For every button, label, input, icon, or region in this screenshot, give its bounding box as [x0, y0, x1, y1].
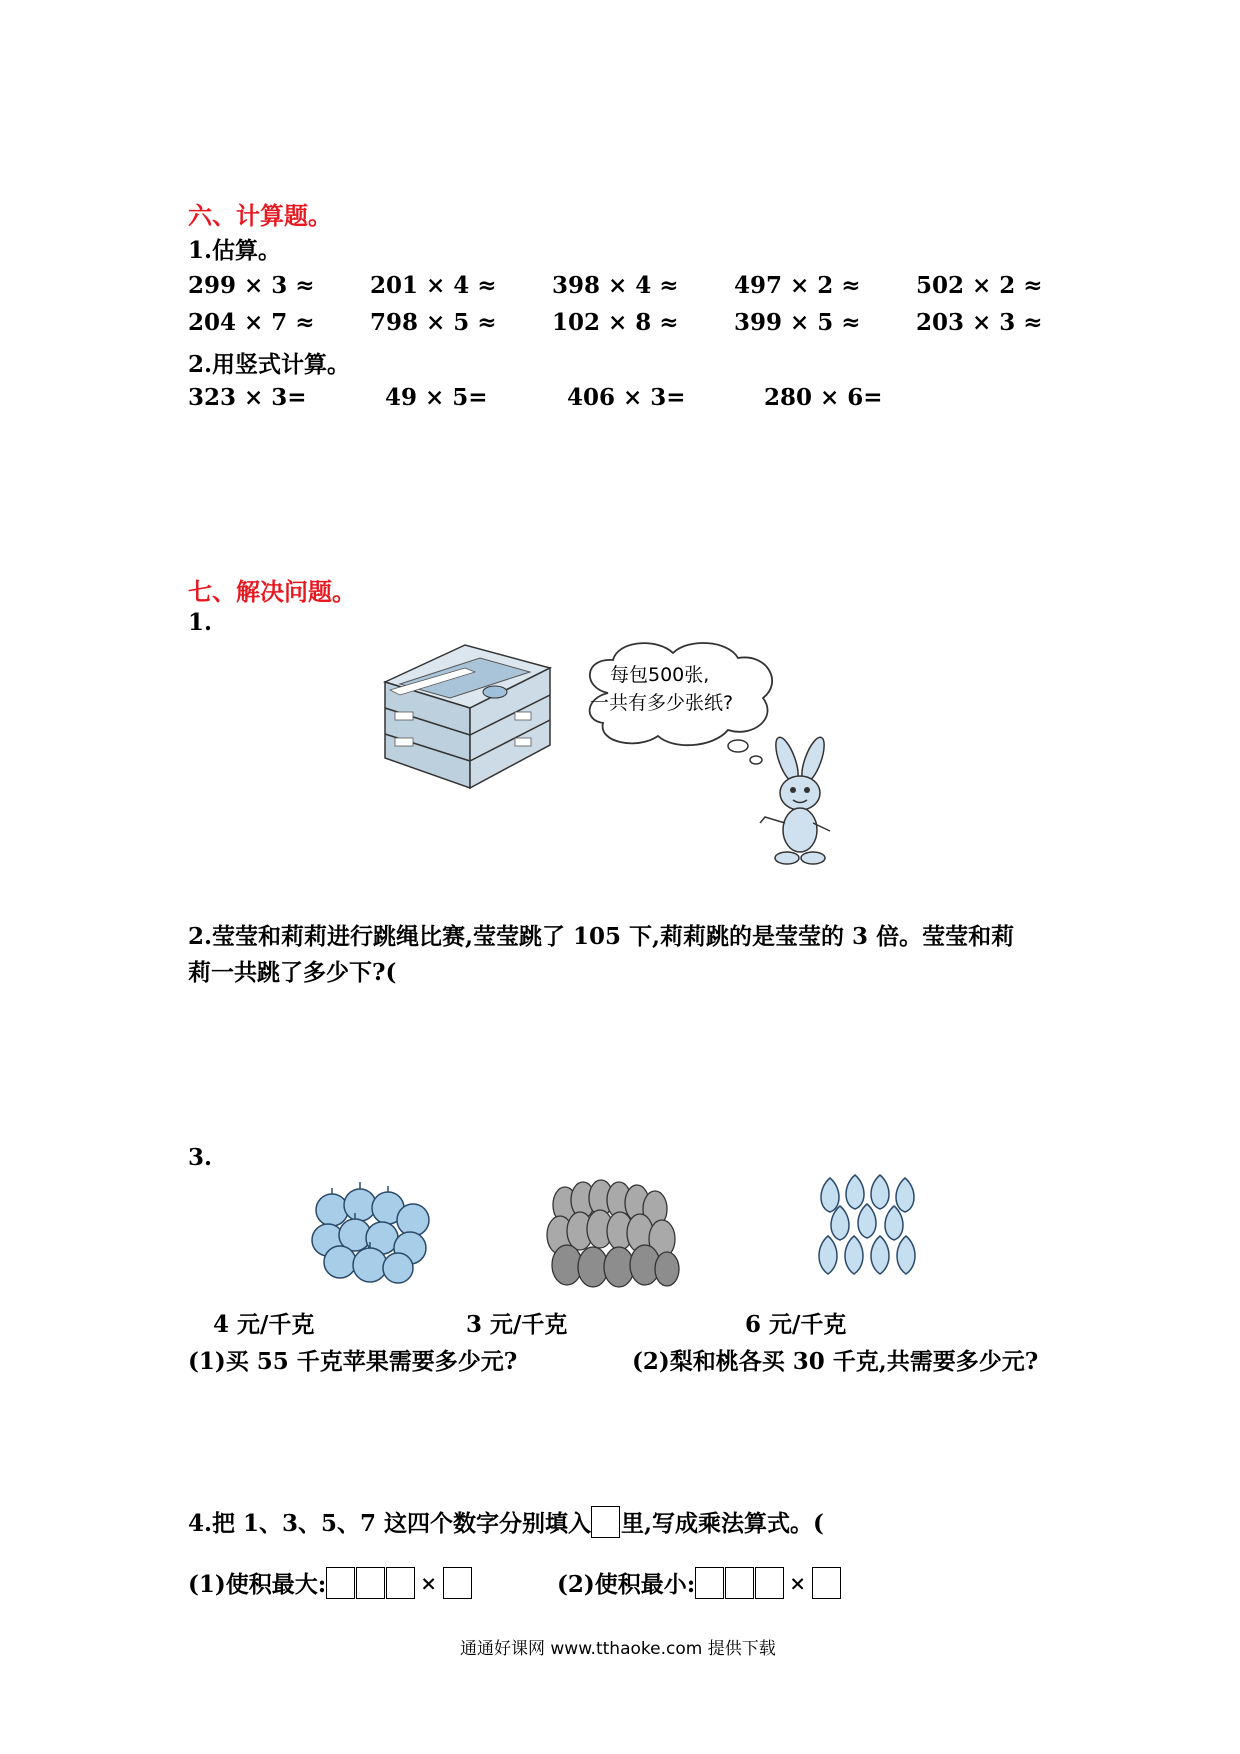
problem-4-text-after: 里,写成乘法算式。( [621, 1510, 824, 1537]
times-sign: × [420, 1570, 438, 1595]
problem-3-question-2: (2)梨和桃各买 30 千克,共需要多少元? [632, 1348, 1039, 1375]
bubble-text-line2: 一共有多少张纸? [590, 692, 734, 714]
calc-item: 406 × 3= [567, 384, 686, 411]
estimate-item: 201 × 4 ≈ [370, 272, 497, 299]
estimate-item: 299 × 3 ≈ [188, 272, 315, 299]
paper-stack-illustration [380, 640, 555, 790]
problem-2-line1: 2.莹莹和莉莉进行跳绳比赛,莹莹跳了 105 下,莉莉跳的是莹莹的 3 倍。莹莹和莉 [188, 923, 1015, 950]
section-6-title: 六、计算题。 [188, 201, 332, 230]
problem-4-question-1 [188, 1566, 473, 1599]
pear-price: 3 元/千克 [466, 1311, 568, 1338]
problem-3-question-1: (1)买 55 千克苹果需要多少元? [188, 1348, 518, 1375]
apple-price: 4 元/千克 [213, 1311, 315, 1338]
footer-credit: 通通好课网 www.tthaoke.com 提供下载 [460, 1639, 776, 1659]
estimate-label: 1.估算。 [188, 237, 282, 264]
section-7-title: 七、解决问题。 [188, 577, 356, 606]
problem-4-question-2 [557, 1566, 842, 1599]
answer-box [591, 1506, 620, 1538]
apples-illustration [310, 1180, 435, 1285]
calc-item: 49 × 5= [385, 384, 488, 411]
estimate-item: 399 × 5 ≈ [734, 309, 861, 336]
answer-box[interactable] [443, 1567, 472, 1599]
rabbit-illustration [745, 735, 865, 870]
estimate-item: 204 × 7 ≈ [188, 309, 315, 336]
answer-box[interactable] [326, 1567, 355, 1599]
problem-3-label: 3. [188, 1144, 213, 1171]
estimate-row-1 [188, 272, 1066, 299]
max-product-label: (1)使积最大: [188, 1571, 327, 1598]
peach-price: 6 元/千克 [745, 1311, 847, 1338]
estimate-item: 502 × 2 ≈ [916, 272, 1043, 299]
times-sign: × [789, 1570, 807, 1595]
answer-box[interactable] [755, 1567, 784, 1599]
answer-box[interactable] [725, 1567, 754, 1599]
problem-1-label: 1. [188, 609, 213, 636]
problem-2-line2: 莉一共跳了多少下?( [188, 959, 397, 986]
vertical-calc-row [188, 384, 914, 411]
estimate-item: 203 × 3 ≈ [916, 309, 1043, 336]
pears-illustration [545, 1165, 680, 1290]
problem-4-text-before: 4.把 1、3、5、7 这四个数字分别填入 [188, 1510, 592, 1537]
problem-4-text [188, 1505, 824, 1538]
vertical-calc-label: 2.用竖式计算。 [188, 351, 351, 378]
bubble-text-line1: 每包500张, [610, 664, 710, 686]
estimate-item: 798 × 5 ≈ [370, 309, 497, 336]
estimate-item: 398 × 4 ≈ [552, 272, 679, 299]
calc-item: 280 × 6= [764, 384, 883, 411]
answer-box[interactable] [356, 1567, 385, 1599]
estimate-item: 497 × 2 ≈ [734, 272, 861, 299]
peaches-illustration [810, 1170, 935, 1285]
estimate-item: 102 × 8 ≈ [552, 309, 679, 336]
answer-box[interactable] [695, 1567, 724, 1599]
estimate-row-2 [188, 309, 1066, 336]
calc-item: 323 × 3= [188, 384, 307, 411]
answer-box[interactable] [386, 1567, 415, 1599]
answer-box[interactable] [812, 1567, 841, 1599]
min-product-label: (2)使积最小: [557, 1571, 696, 1598]
